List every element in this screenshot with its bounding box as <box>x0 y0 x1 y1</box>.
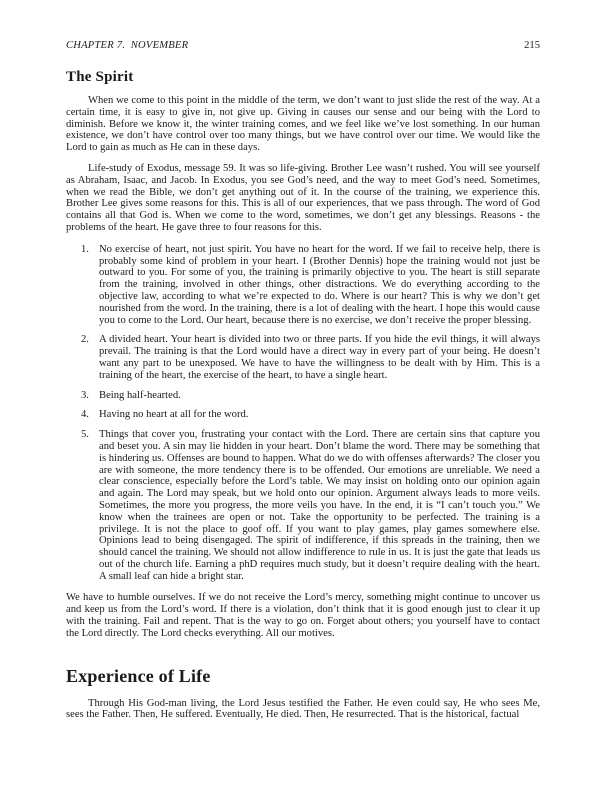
running-header-chapter: CHAPTER 7. NOVEMBER <box>66 40 189 51</box>
experience-paragraph-1: Through His God-man living, the Lord Jesus testified the Father. He even could say, He who sees Me, sees the Father. Then, He suffered. Eventually, He died. Then, He resurrected. That is the historical, factual <box>66 697 540 721</box>
page-number: 215 <box>524 40 540 51</box>
list-item-reason-4: Having no heart at all for the word. <box>99 409 249 421</box>
list-item-reason-3: Being half-hearted. <box>99 389 181 401</box>
page-content <box>66 40 540 730</box>
list-item-reason-2: A divided heart. Your heart is divided into two or three parts. If you hide the evil things, it will always prevail. The training is that the Lord would have a direct way in every part of your being. He doesn’t want any part to be unexposed. We have to have the willingness to be dealt with by Him. This is a training of the heart, the exercise of the heart, to have a single heart. <box>99 334 540 381</box>
spirit-closing-paragraph: We have to humble ourselves. If we do not receive the Lord’s mercy, something might continue to uncover us and keep us from the Lord’s word. If there is a violation, don’t think that it is good enough just to clear it up with the training. Fail and repent. That is the way to go on. Forget about others; you yourself have to contact the Lord directly. The Lord checks everything. All our motives. <box>66 592 540 639</box>
running-header <box>66 40 540 52</box>
reasons-list <box>66 244 540 583</box>
spirit-paragraph-2: Life-study of Exodus, message 59. It was so life-giving. Brother Lee wasn’t rushed. You will see yourself as Abraham, Isaac, and Jacob. In Exodus, you see God’s need, and the way to meet God’s need. Sometimes, when we read the Bible, we don’t get anything out of it. In the course of the training, we experience this. Brother Lee gives some reasons for this. This is all of our experiences, that we pass through. The word of God contains all that God is. When we come to the word, sometimes, we don’t get any blessings. Reasons - the problems of the heart. He gave three to four reasons for this. <box>66 162 540 233</box>
spirit-paragraph-1: When we come to this point in the middle of the term, we don’t want to just slide the rest of the way. At a certain time, it is easy to give in, not give up. Giving in causes our sense and our being with the Lord to diminish. Before we know it, the winter training comes, and we feel like we’ve lost something. In our human existence, we don’t have control over too many things, but we have control over our time. We would like the Lord to gain as much as He can in these days. <box>66 95 540 154</box>
section-title-experience-of-life: Experience of Life <box>66 665 211 686</box>
list-item-reason-5: Things that cover you, frustrating your contact with the Lord. There are certain sins that capture you and beset you. A sin may lie hidden in your heart. Don’t blame the word. There may be something that is hindering us. Offenses are bound to happen. What do we do with offenses afterwards? The closer you are with someone, the more tendency there is to be offended. Our emotions are unreliable. We need a clear conscience, especially before the Lord’s table. We may insist on holding onto our opinion again and again. The Lord may speak, but we hold onto our opinion. Argument always leads to more veils. Sometimes, the more you progress, the more veils you have. In the end, it is “I can’t touch you.” We know when the trainees are open or not. Take the opportunity to be perfected. The training is a privilege. It is not the place to goof off. If you want to play games, play games somewhere else. Opinions lead to being disengaged. The spirit of indifference, if this spreads in the training, then we should cancel the training. We should not allow indifference to rule in us. It is just the gate that leads us out of the church life. Earning a phD requires much study, but it doesn’t require dealing with the heart. A small leaf can hide a bright star. <box>99 429 540 582</box>
section-title-the-spirit: The Spirit <box>66 69 134 85</box>
list-item-reason-1: No exercise of heart, not just spirit. You have no heart for the word. If we fail to receive help, there is probably some kind of problem in your heart. I (Brother Dennis) hope the training would not just be outward to you. For some of you, the training is primarily objective to you. The heart is still separate from the training, involved in other things, other distractions. We do everything according to the objective law, according to what we’re expected to do. Where is our heart? This is why we don’t get nourished from the word. In the training, there is a lot of dealing with the heart. I hope this would cause you to come to the Lord. Our heart, because there is no exercise, we don’t receive the proper blessing. <box>99 243 540 326</box>
